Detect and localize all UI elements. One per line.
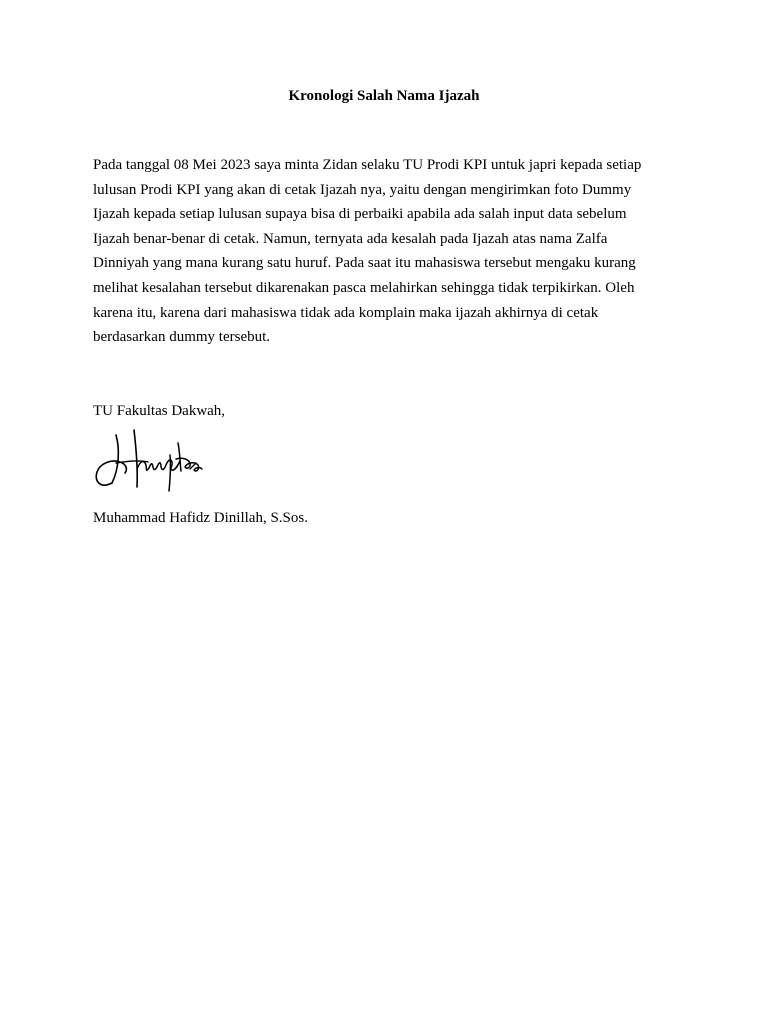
document-title: Kronologi Salah Nama Ijazah [288, 88, 480, 104]
closing-line: TU Fakultas Dakwah, [93, 403, 226, 419]
body-line: Pada tanggal 08 Mei 2023 saya minta Zidan selaku TU Prodi KPI untuk japri kepada setiap [93, 157, 642, 173]
body-line: lulusan Prodi KPI yang akan di cetak Ijazah nya, yaitu dengan mengirimkan foto Dummy [93, 181, 632, 198]
signer-name: Muhammad Hafidz Dinillah, S.Sos. [93, 510, 308, 526]
body-line: berdasarkan dummy tersebut. [93, 329, 271, 346]
body-line: Ijazah kepada setiap lulusan supaya bisa di perbaiki apabila ada salah input data sebelum [93, 206, 627, 223]
body-line: melihat kesalahan tersebut dikarenakan pasca melahirkan sehingga tidak terpikirkan. Oleh [93, 279, 635, 296]
handwritten-signature [90, 425, 210, 497]
body-line: Dinniyah yang mana kurang satu huruf. Pada saat itu mahasiswa tersebut mengaku kurang [93, 255, 636, 272]
body-line: Ijazah benar-benar di cetak. Namun, ternyata ada kesalah pada Ijazah atas nama Zalfa [93, 230, 608, 247]
body-line: karena itu, karena dari mahasiswa tidak ada komplain maka ijazah akhirnya di cetak [93, 304, 599, 321]
document-body [93, 153, 693, 350]
